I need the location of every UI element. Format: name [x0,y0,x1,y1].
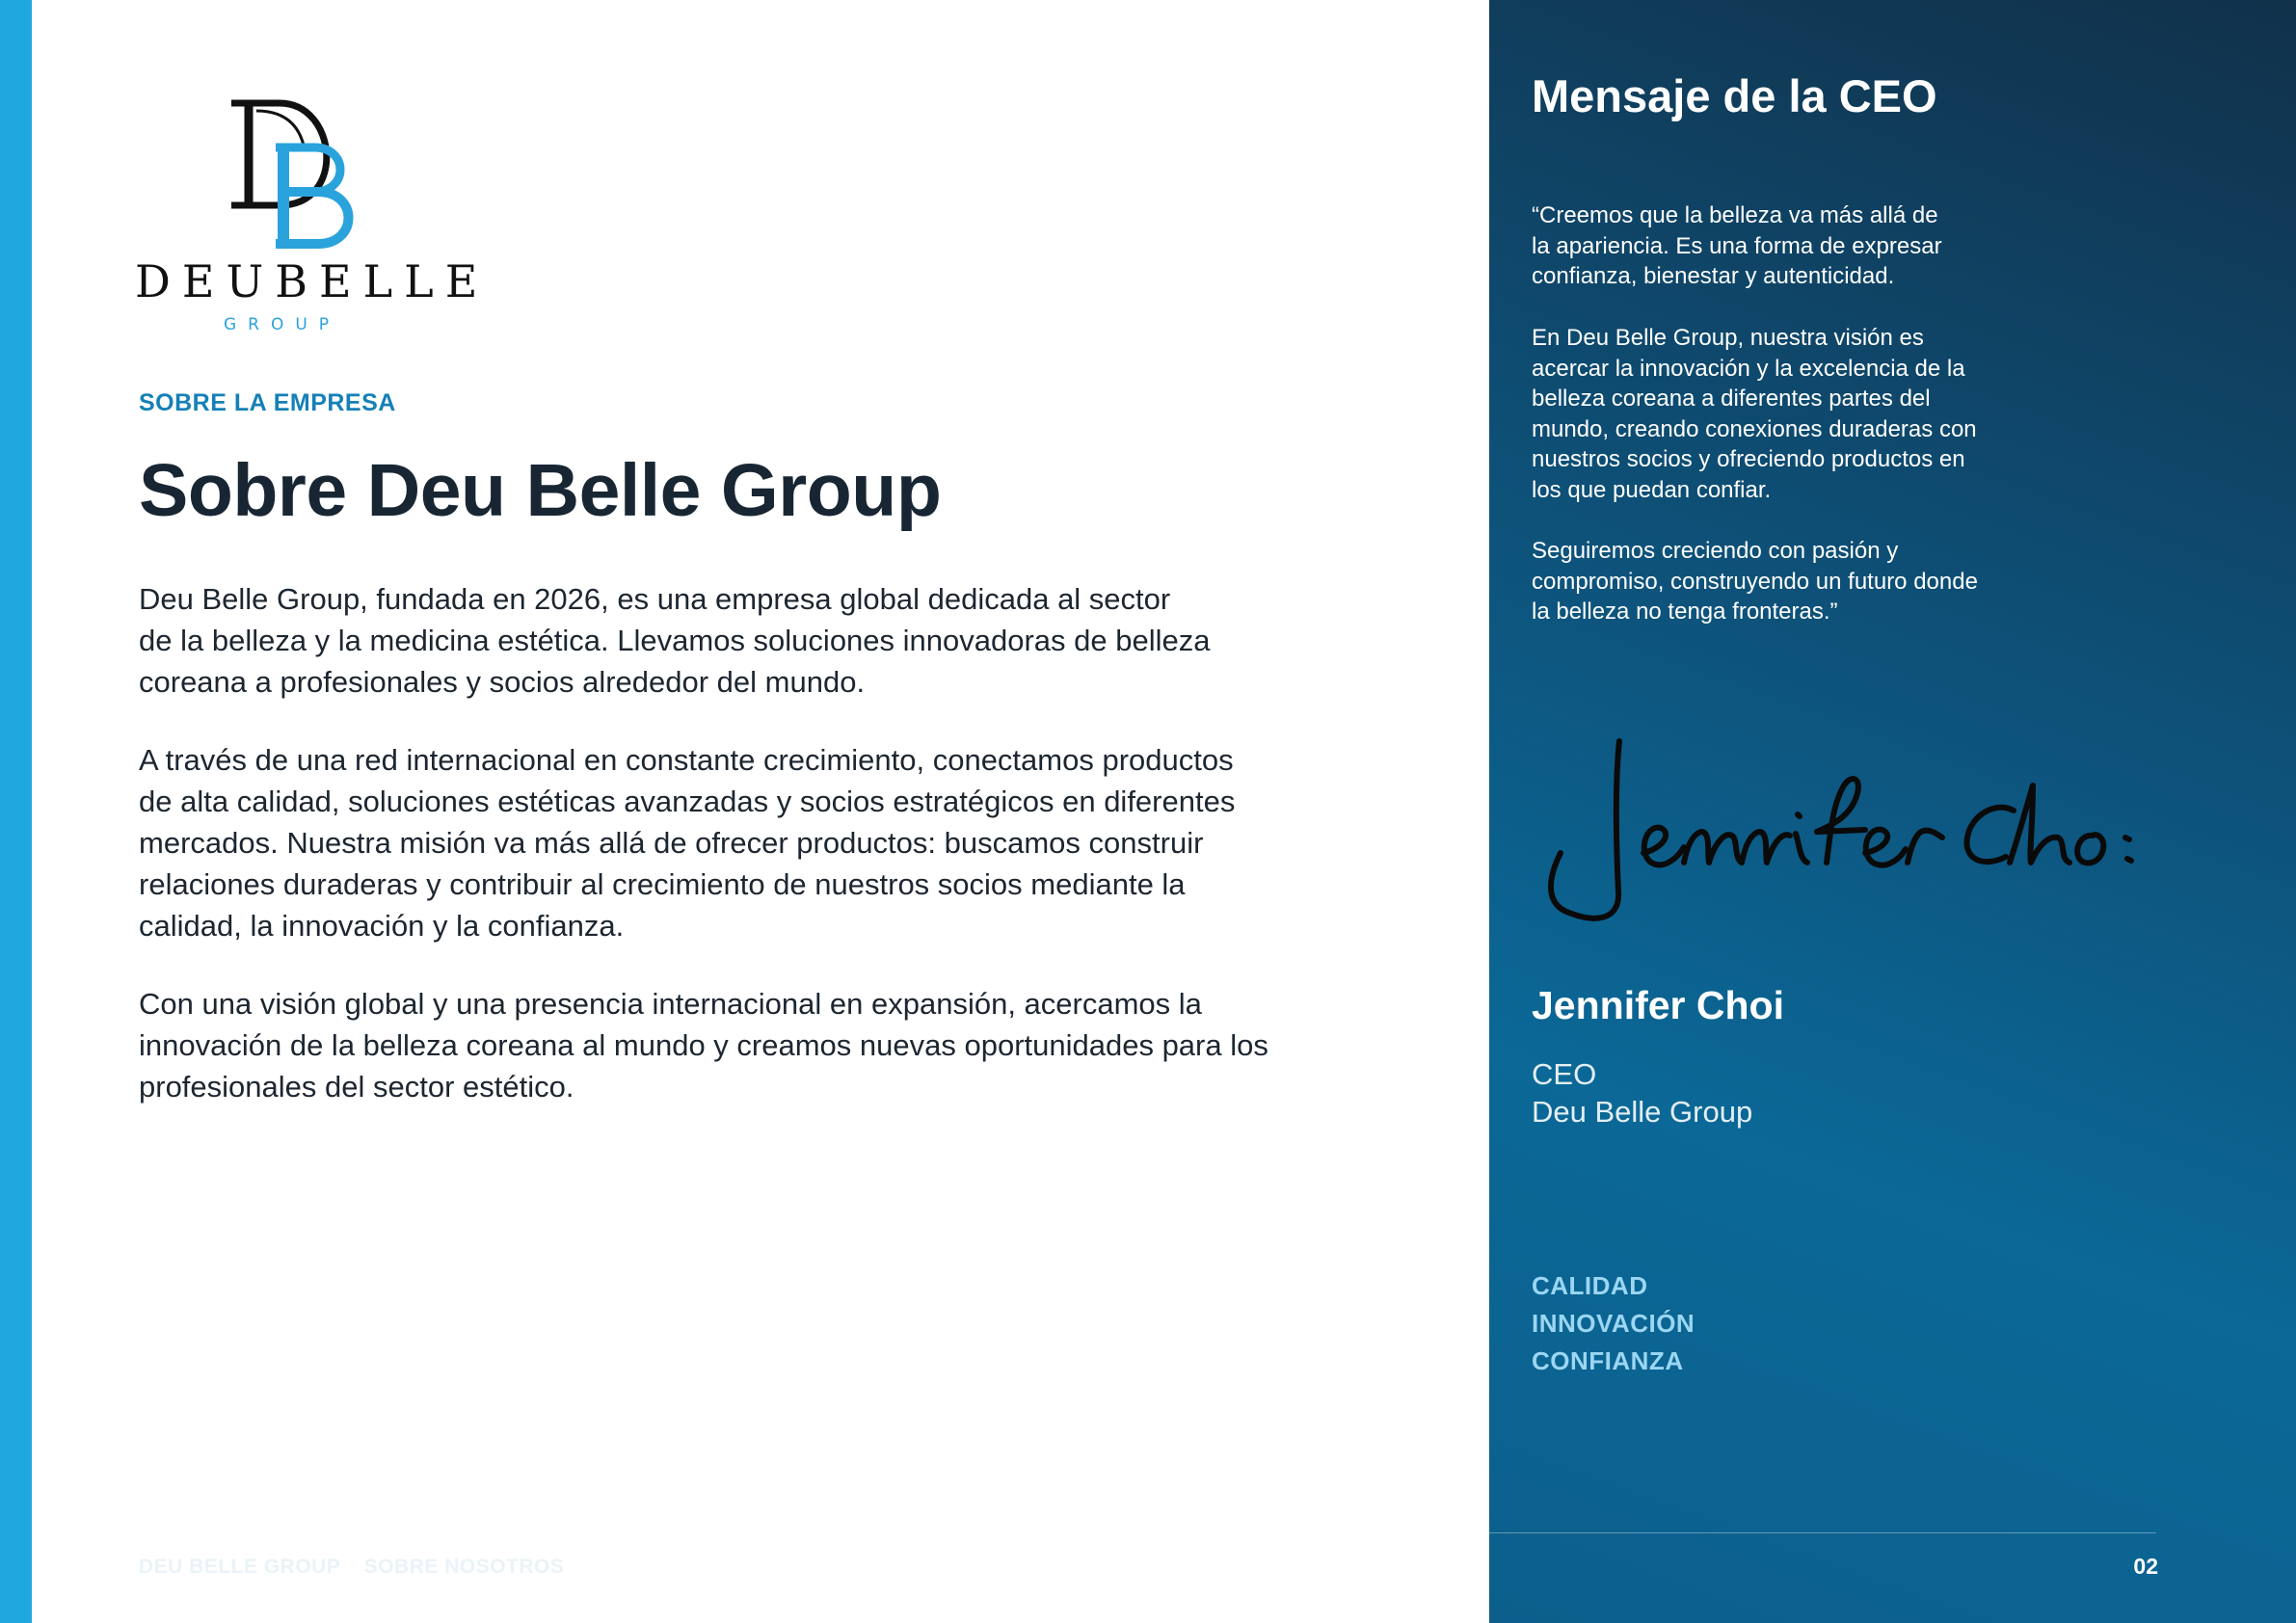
quote-paragraph-3: Seguiremos creciendo con pasión y compromiso, construyendo un futuro donde la belleza no tenga fronteras.” [1532,538,1978,625]
ceo-message-panel [1489,0,2296,1623]
value-innovation: INNOVACIÓN [1532,1309,1695,1338]
body-paragraph-1: Deu Belle Group, fundada en 2026, es una empresa global dedicada al sector de la belleza y la medicina estética. Llevamos soluciones innovadoras de belleza coreana a profesionales y socios alrededor del mundo. [139,582,1211,699]
quote-paragraph-1: “Creemos que la belleza va más allá de la apariencia. Es una forma de expresar confianza, bienestar y autenticidad. [1532,202,1942,289]
value-quality: CALIDAD [1532,1271,1648,1300]
section-kicker: SOBRE LA EMPRESA [139,389,396,416]
page-number: 02 [2133,1554,2158,1579]
ceo-company: Deu Belle Group [1532,1095,1753,1129]
ceo-signature [1537,718,2203,940]
footer-breadcrumb [139,1556,581,1579]
deubelle-logo [135,92,490,342]
left-accent-stripe [0,0,32,1623]
body-paragraph-3: Con una visión global y una presencia internacional en expansión, acercamos la innovación de la belleza coreana al mundo y creamos nuevas oportunidades para los profesionales del sector estético. [139,987,1268,1104]
logo-wordmark: DEUBELLE [135,255,490,307]
ceo-role: CEO [1532,1057,1597,1091]
footer-company: DEU BELLE GROUP [139,1556,341,1578]
footer-divider [1489,1532,2156,1533]
value-trust: CONFIANZA [1532,1346,1684,1375]
company-values [1532,1267,1695,1380]
footer-section: SOBRE NOSOTROS [363,1556,565,1578]
ceo-name: Jennifer Choi [1532,983,1784,1027]
page-title: Sobre Deu Belle Group [139,449,942,532]
panel-title: Mensaje de la CEO [1532,70,1937,121]
db-monogram-icon [222,92,366,255]
logo-subtitle: GROUP [224,315,341,334]
body-paragraph-2: A través de una red internacional en constante crecimiento, conectamos productos de alta calidad, soluciones estéticas avanzadas y socios estratégicos en diferentes mercados. Nuestra misión va más allá de ofrecer productos: buscamos construir relaciones duraderas y contribuir al crecimiento de nuestros socios mediante la calidad, la innovación y la confianza. [139,743,1236,943]
quote-paragraph-2: En Deu Belle Group, nuestra visión es acercar la innovación y la excelencia de la belleza coreana a diferentes partes del mundo, creando conexiones duraderas con nuestros socios y ofreciendo productos en los que puedan confiar. [1532,325,1977,503]
